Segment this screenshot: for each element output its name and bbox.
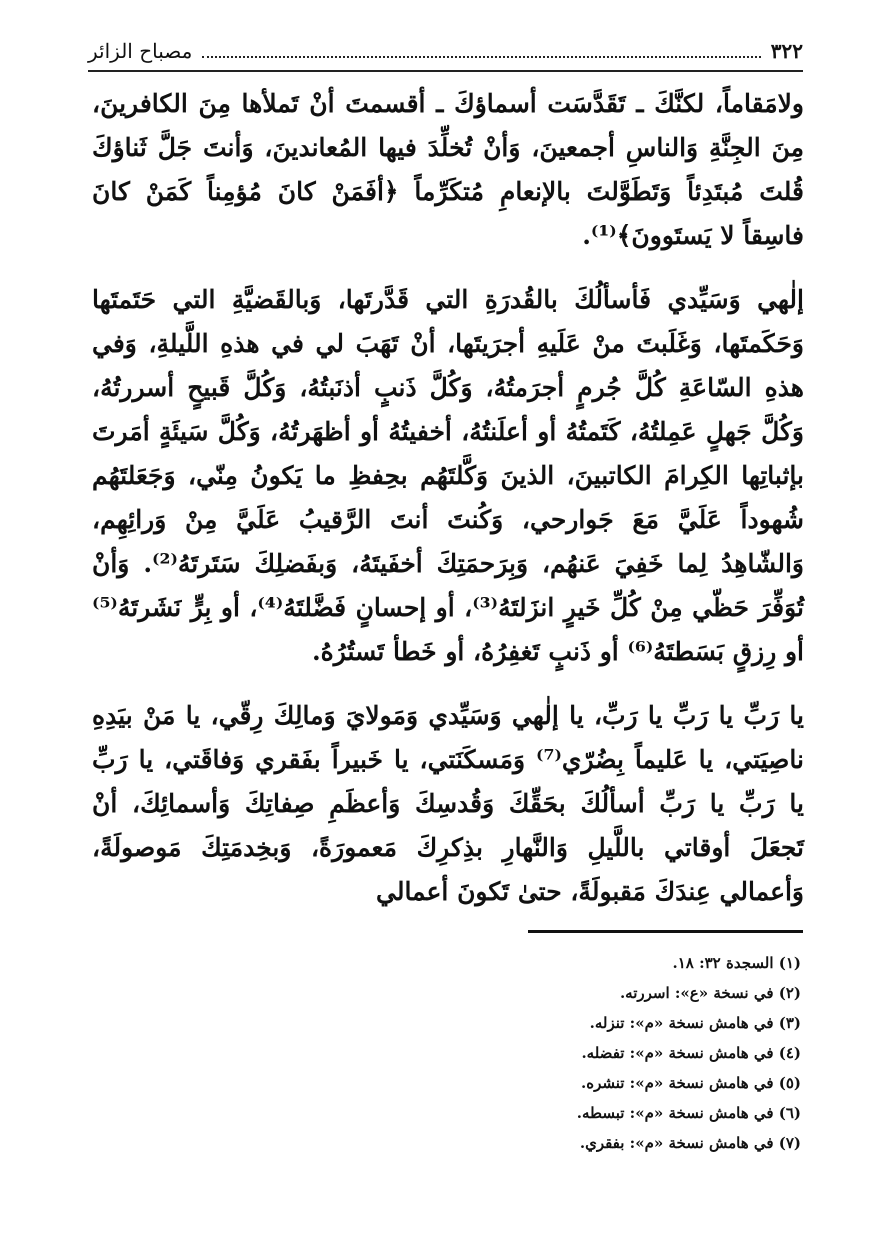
footnote-2: (٢) في نسخة «ع»: اسررته. xyxy=(619,984,801,1002)
footnote-4: (٤) في هامش نسخة «م»: تفضله. xyxy=(581,1044,801,1062)
footnote-separator xyxy=(528,930,803,933)
footnote-1: (١) السجدة ٣٢: ١٨. xyxy=(672,954,801,972)
paragraph-3: يا رَبِّ يا رَبِّ يا رَبِّ، يا إلٰهي وَسَيِّدي وَمَولايَ وَمالِكَ رِقّي، يا مَنْ بيَدِهِ ناصِيَتي، يا عَليماً بِضُرّي⁽⁷⁾ وَمَسكَنَتي، يا خَبيراً بفَقري وَفاقَتي، يا رَبِّ يا رَبِّ يا رَبِّ أسألُكَ بحَقِّكَ وَقُدسِكَ وَأعظَمِ صِفاتِكَ وَأسمائِكَ، أنْ تَجعَلَ أوقاتي باللَّيلِ وَالنَّهارِ بذِكرِكَ مَعمورَةً، وَبخِدمَتِكَ مَوصولَةً، وَأعمالي عِندَكَ مَقبولَةً، حتىٰ تَكونَ أعمالي xyxy=(92,701,804,906)
page-number: ٣٢٢ xyxy=(770,39,803,63)
footnote-7: (٧) في هامش نسخة «م»: بفقري. xyxy=(579,1134,801,1152)
paragraph-2: إلٰهي وَسَيِّدي فَأسألُكَ بالقُدرَةِ التي قَدَّرتَها، وَبالقَضيَّةِ التي حَتَمتَها وَحَكَمتَها، وَغَلَبتَ منْ عَلَيهِ أجرَيتَها، أنْ تَهَبَ لي في هذهِ اللَّيلةِ، وَفي هذهِ السّاعَةِ كُلَّ جُرمٍ أجرَمتُهُ، وَكُلَّ ذَنبٍ أذنَبتُهُ، وَكُلَّ قَبيحٍ أسررتُهُ، وَكُلَّ جَهلٍ عَمِلتُهُ، كَتَمتُهُ أو أعلَنتُهُ، أخفيتُهُ أو أظهَرتُهُ، وَكُلَّ سَيئَةٍ أمَرتَ بإثباتِها الكِرامَ الكاتبينَ، الذينَ وَكَّلتَهُم بحِفظِ ما يَكونُ مِنّي، وَجَعَلتَهُم شُهوداً عَلَيَّ مَعَ جَوارحي، وَكُنتَ أنتَ الرَّقيبُ عَلَيَّ مِنْ وَرائِهِم، وَالشّاهِدُ لِما خَفِيَ عَنهُم، وَبِرَحمَتِكَ أخفَيتَهُ، وَبفَضلِكَ سَتَرتَهُ⁽²⁾. وَأنْ تُوَفِّرَ حَظّي مِنْ كُلِّ خَيرٍ انزَلتَهُ⁽³⁾، أو إحسانٍ فَضَّلتَهُ⁽⁴⁾، أو بِرٍّ نَشَرتَهُ⁽⁵⁾ أو رِزقٍ بَسَطتَهُ⁽⁶⁾ أو ذَنبٍ تَغفِرُهُ، أو خَطأ تَستُرُهُ. xyxy=(92,285,804,666)
book-title: مصباح الزائر xyxy=(88,39,193,63)
header-rule xyxy=(88,70,803,72)
footnotes xyxy=(381,948,801,1158)
footnote-6: (٦) في هامش نسخة «م»: تبسطه. xyxy=(576,1104,801,1122)
header-dot-leader xyxy=(202,56,760,58)
main-text xyxy=(92,82,804,934)
footnote-5: (٥) في هامش نسخة «م»: تنشره. xyxy=(581,1074,801,1092)
footnote-3: (٣) في هامش نسخة «م»: تنزله. xyxy=(589,1014,801,1032)
paragraph-1: ولامَقاماً، لكنَّكَ ـ تَقَدَّسَت أسماؤكَ ـ أقسمتَ أنْ تَملأها مِنَ الكافرينَ، مِنَ الجِنَّةِ وَالناسِ أجمعينَ، وَأنْ تُخلِّدَ فيها المُعاندينَ، وَأنتَ جَلَّ ثَناؤكَ قُلتَ مُبتَدِئاً وَتَطَوَّلتَ بالإنعامِ مُتكَرِّماً ﴿أفَمَنْ كانَ مُؤمِناً كَمَنْ كانَ فاسِقاً لا يَستَوونَ﴾⁽¹⁾. xyxy=(92,89,804,250)
running-header xyxy=(88,34,803,68)
